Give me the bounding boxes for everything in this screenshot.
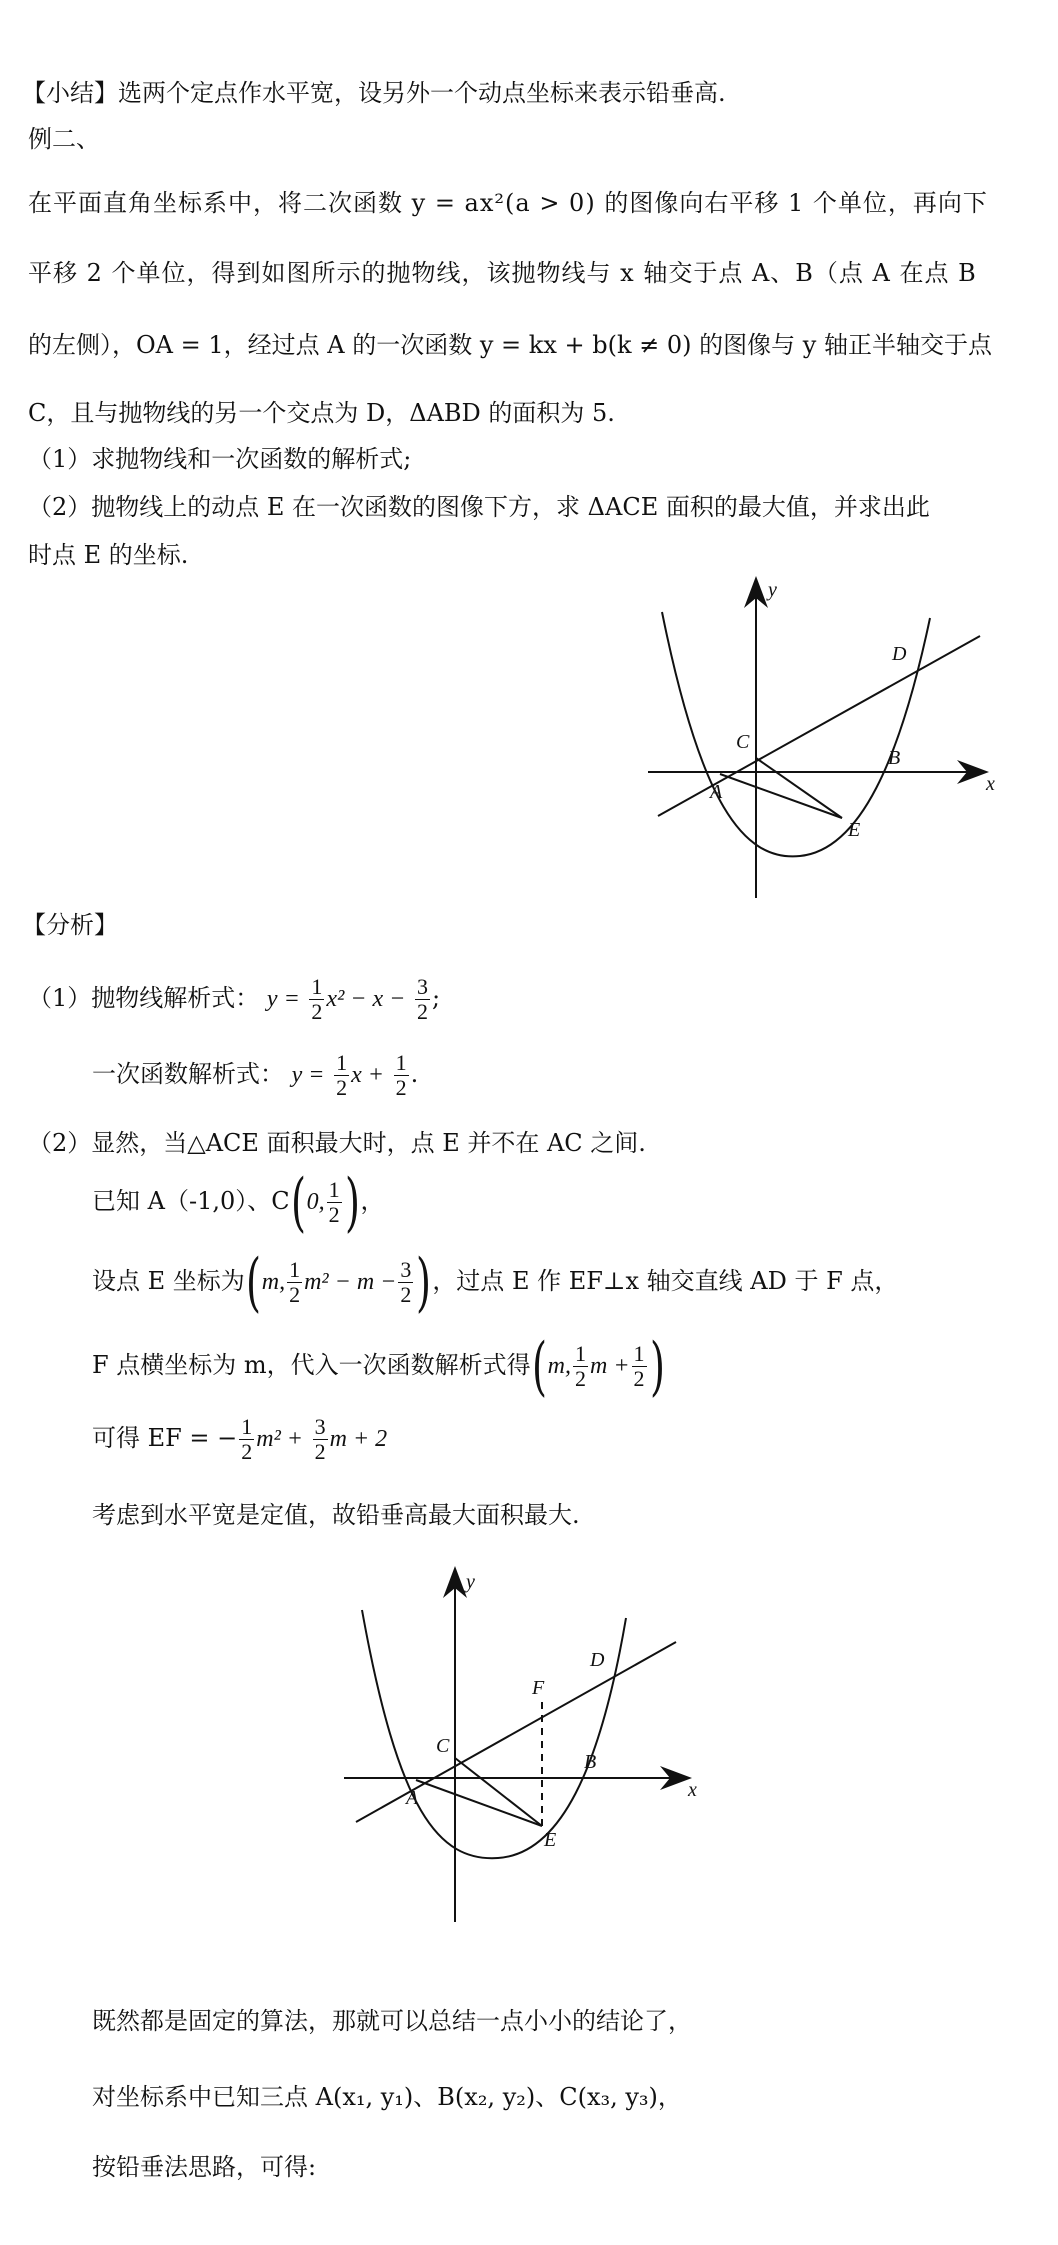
problem-line-1: 在平面直角坐标系中，将二次函数 y = ax²(a > 0) 的图像向右平移 1 个单位，再向下 — [28, 189, 988, 217]
analysis-2-known-points: 已知 A（-1,0）、C(0, $\frac{1}{2}$ )， — [92, 1165, 385, 1240]
summary-text: 【小结】选两个定点作水平宽，设另外一个动点坐标来表示铅垂高. — [22, 79, 726, 107]
question-2b: 时点 E 的坐标. — [28, 541, 189, 569]
segment-ce — [455, 1758, 542, 1826]
label-d: D — [590, 1649, 605, 1671]
analysis-2-point-e: 设点 E 坐标为(m, $\frac{1}{2}$ m² − m − $\frac{3}{2}$ )，过点 E 作 EF⊥x 轴交直线 AD 于 F 点， — [92, 1245, 899, 1320]
problem-line-3: 的左侧），OA = 1，经过点 A 的一次函数 y = kx + b(k ≠ 0) 的图像与 y 轴正半轴交于点 — [28, 331, 992, 359]
analysis-2-conclusion: 考虑到水平宽是定值，故铅垂高最大面积最大. — [92, 1501, 580, 1529]
segment-ce — [756, 758, 842, 818]
analysis-title: 【分析】 — [22, 911, 118, 939]
label-y: y — [768, 579, 777, 601]
label-x: x — [688, 1779, 697, 1801]
problem-line-4: C，且与抛物线的另一个交点为 D，ΔABD 的面积为 5. — [28, 399, 615, 427]
figure-2-parabola-diagram — [0, 1560, 1058, 1930]
conclusion-line-3: 按铅垂法思路，可得: — [92, 2153, 317, 2181]
question-1: （1）求抛物线和一次函数的解析式; — [28, 445, 412, 473]
label-y: y — [466, 1571, 475, 1593]
analysis-2-intro: （2）显然，当△ACE 面积最大时，点 E 并不在 AC 之间. — [28, 1129, 646, 1157]
example-title: 例二、 — [28, 125, 100, 153]
label-e: E — [544, 1829, 557, 1851]
question-2a: （2）抛物线上的动点 E 在一次函数的图像下方，求 ΔACE 面积的最大值，并求出此 — [28, 493, 930, 521]
problem-line-2: 平移 2 个单位，得到如图所示的抛物线，该抛物线与 x 轴交于点 A、B（点 A 在点 B — [28, 259, 977, 287]
line-ad — [658, 636, 980, 816]
label-a: A — [406, 1787, 419, 1809]
analysis-1-linear: 一次函数解析式： y = $\frac{1}{2}$ x + $\frac{1}{2}$ . — [92, 1050, 419, 1100]
parabola-curve — [362, 1610, 626, 1858]
parabola-curve — [662, 612, 930, 856]
label-b: B — [584, 1751, 597, 1773]
label-f: F — [532, 1677, 545, 1699]
analysis-2-ef: 可得 EF = − $\frac{1}{2}$ m² + $\frac{3}{2}$ m + 2 — [92, 1414, 388, 1464]
label-c: C — [436, 1735, 450, 1757]
analysis-2-point-f: F 点横坐标为 m，代入一次函数解析式得(m, $\frac{1}{2}$ m + $\frac{1}{2}$ ) — [92, 1329, 665, 1404]
segment-ae — [416, 1780, 542, 1826]
segment-ae — [720, 774, 842, 818]
conclusion-line-1: 既然都是固定的算法，那就可以总结一点小小的结论了， — [92, 2007, 692, 2035]
conclusion-line-2: 对坐标系中已知三点 A(x₁, y₁)、B(x₂, y₂)、C(x₃, y₃)， — [92, 2083, 682, 2111]
label-b: B — [888, 747, 901, 769]
label-d: D — [892, 643, 907, 665]
analysis-1-parabola: （1）抛物线解析式： y = $\frac{1}{2}$ x² − x − $\frac{3}{2}$ ; — [28, 974, 441, 1024]
figure-1-parabola-diagram — [0, 570, 1058, 910]
label-x: x — [986, 773, 995, 795]
label-e: E — [848, 819, 861, 841]
line-ad — [356, 1642, 676, 1822]
label-c: C — [736, 731, 750, 753]
label-a: A — [710, 781, 723, 803]
